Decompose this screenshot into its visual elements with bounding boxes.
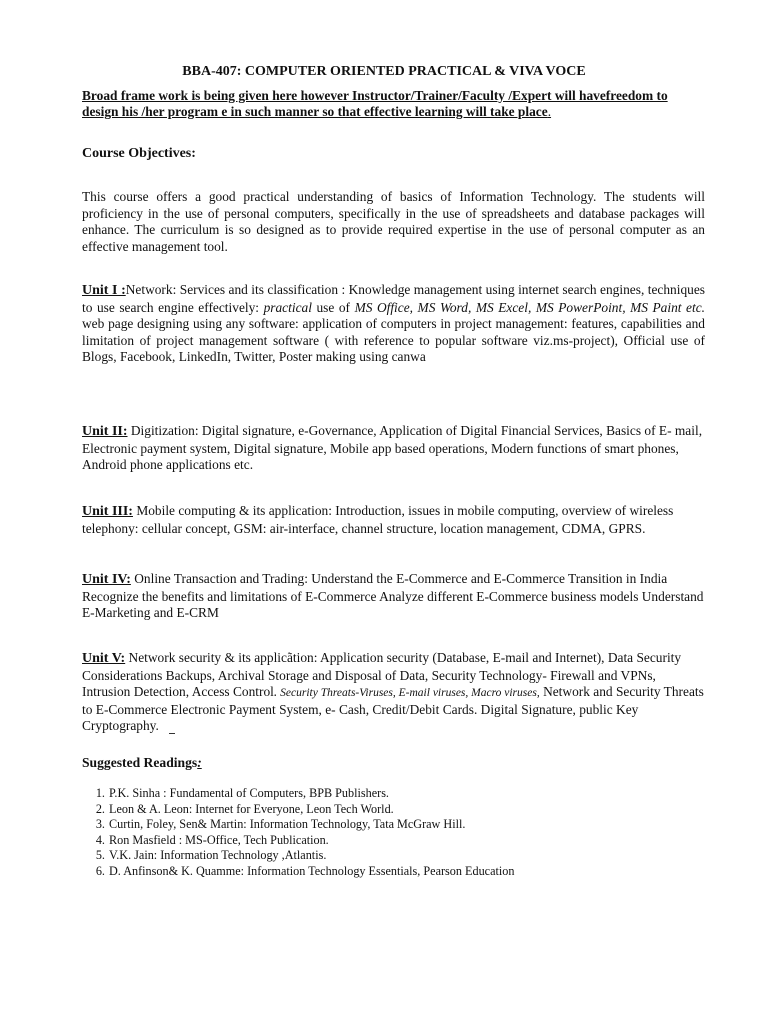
readings-list <box>63 786 686 880</box>
reading-item: 2. Leon & A. Leon: Internet for Everyone, Leon Tech World. <box>108 802 686 818</box>
page-title: BBA-407: COMPUTER ORIENTED PRACTICAL & VIVA VOCE <box>182 64 586 79</box>
framework-end: . <box>547 104 552 119</box>
unit-1-practical: practical <box>263 299 312 315</box>
unit-5-section <box>82 650 705 735</box>
unit-4-label: Unit IV: <box>82 572 131 587</box>
reading-item: 5. V.K. Jain: Information Technology ,Atlantis. <box>108 848 686 864</box>
unit-3-text: Mobile computing & its application: Introduction, issues in mobile computing, overview of wireless telephony: cellular concept, GSM: air-interface, channel structure, location management, CDMA, GPRS. <box>82 503 674 536</box>
unit-2-label: Unit II: <box>82 424 128 439</box>
unit-3-section <box>82 503 705 537</box>
reading-item: 1. P.K. Sinha : Fundamental of Computers, BPB Publishers. <box>108 786 686 802</box>
stray-mark <box>169 733 175 734</box>
reading-item: 4. Ron Masfield : MS-Office, Tech Publication. <box>108 833 686 849</box>
objectives-heading: Course Objectives: <box>82 146 196 161</box>
readings-heading-colon: : <box>197 755 202 770</box>
reading-item: 3. Curtin, Foley, Sen& Martin: Information Technology, Tata McGraw Hill. <box>108 817 686 833</box>
unit-2-section <box>82 423 705 474</box>
unit-1-apps: MS Office, MS Word, MS Excel, MS PowerPoint, MS Paint etc. <box>354 299 705 315</box>
framework-text: Broad frame work is being given here however Instructor/Trainer/Faculty /Expert will havefreedom to design his /her program e in such manner so that effective learning will take place <box>82 88 668 119</box>
unit-5-dot: . <box>273 684 278 700</box>
unit-5-text-a: Network security & its applicãtion: Application security (Database, E-mail and Internet), Data Security Considerations Backups, Archival Storage and Disposal of Data, Security Technology- Firewall and VPNs, Intrusion Detection, Access Control <box>82 650 682 700</box>
unit-5-text-b: Network and Security Threats to E-Commerce Electronic Payment System, e- Cash, Credit/Debit Cards. Digital Signature, public Key Cryptography. <box>82 684 704 734</box>
unit-5-label: Unit V: <box>82 651 126 666</box>
unit-1-section <box>82 282 705 366</box>
unit-3-label: Unit III: <box>82 504 133 519</box>
unit-2-text: Digitization: Digital signature, e-Governance, Application of Digital Financial Services, Basics of E- mail, Electronic payment system, Digital signature, Mobile app based operations, Modern functions of smart phones, Android phone applications etc. <box>82 423 703 473</box>
reading-item: 6. D. Anfinson& K. Quamme: Information Technology Essentials, Pearson Education <box>108 864 686 880</box>
unit-1-text-a: Network: Services and its classification : Knowledge management using internet search engines, techniques to use search engine effectively: <box>82 282 705 315</box>
unit-4-section <box>82 571 705 622</box>
unit-5-threats: Security Threats-Viruses, E-mail viruses, Macro viruses, <box>277 687 540 700</box>
objectives-text: This course offers a good practical understanding of basics of Information Technology. The students will proficiency in the use of personal computers, specifically in the use of spreadsheets and database packages will enhance. The curriculum is so designed as to provide required expertise in the use of personal computer as an effective management tool. <box>82 189 705 254</box>
unit-1-label: Unit I : <box>82 283 126 298</box>
readings-heading-text: Suggested Readings <box>82 755 198 770</box>
unit-1-text-b: use of <box>311 299 355 315</box>
readings-heading <box>82 755 705 772</box>
framework-note <box>82 88 705 120</box>
unit-4-text: Online Transaction and Trading: Understand the E-Commerce and E-Commerce Transition in India Recognize the benefits and limitations of E-Commerce Analyze different E-Commerce business models Understand E-Marketing and E-CRM <box>82 571 704 621</box>
unit-1-text-c: web page designing using any software: application of computers in project management: features, capabilities and limitation of project management software ( with reference to popular software viz.ms-project), Official use of Blogs, Facebook, LinkedIn, Twitter, Poster making using canwa <box>82 316 705 365</box>
